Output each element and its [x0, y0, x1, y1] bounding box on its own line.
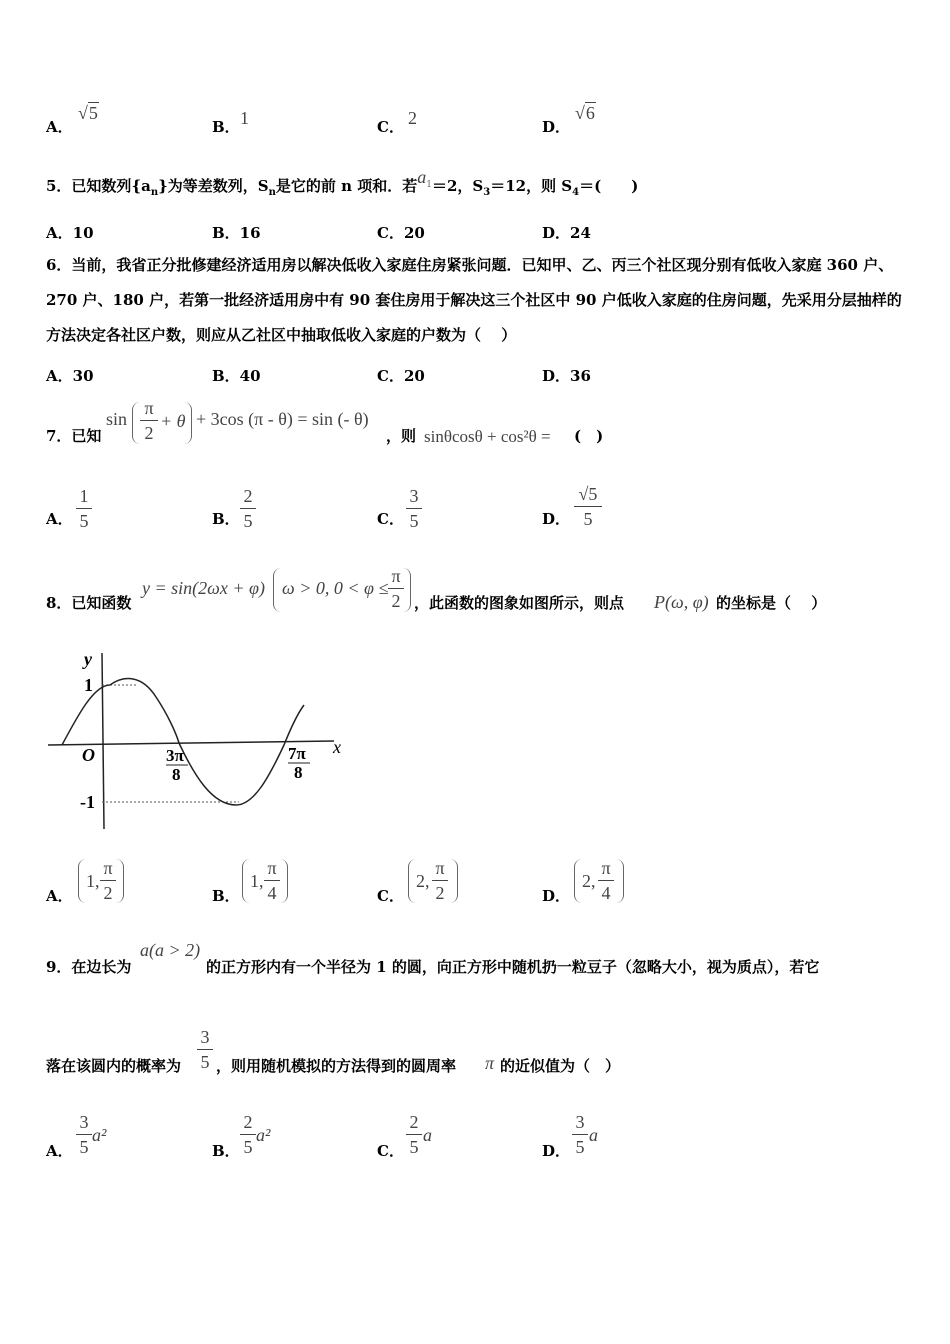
q5-option-c: C．20 [377, 224, 425, 242]
q8-option-a-first: 1, [86, 871, 100, 891]
q5-option-d: D．24 [542, 224, 591, 242]
q8-option-c-frac: π 2 [432, 858, 448, 903]
x-axis-label: x [333, 737, 341, 757]
q7-sin: sin [106, 409, 128, 429]
q4-option-a: A． [46, 118, 73, 136]
q7-option-a-frac: 1 5 [76, 486, 92, 531]
q9-option-c: C． [377, 1142, 404, 1160]
q8-option-d: D． [542, 887, 571, 905]
q8-sine-graph [44, 645, 354, 835]
q4-option-c: C． [377, 118, 404, 136]
q9-option-c-var: a [423, 1125, 432, 1145]
q9-side: a(a > 2) [140, 940, 201, 960]
q9-lead: 9．在边长为 [46, 958, 132, 976]
q9-option-d-var: a [589, 1125, 598, 1145]
q8-option-c: C． [377, 887, 404, 905]
q6-option-c: C．20 [377, 367, 425, 385]
q7-rhs-expr: sinθcosθ + cos²θ = [424, 427, 551, 446]
q7-option-d-frac: √5 5 [574, 484, 602, 529]
q7-option-c: C． [377, 510, 404, 528]
q8-tail: ，此函数的图象如图所示，则点 [414, 594, 625, 612]
q4-option-c-value: 2 [408, 108, 417, 128]
q9-option-d-frac: 3 5 [572, 1112, 588, 1157]
q7-lead: 7．已知 [46, 427, 102, 445]
q4-option-b: B． [212, 118, 240, 136]
q7-mid-expr: + 3cos (π - θ) = sin (- θ) [196, 409, 369, 429]
q8-option-d-frac: π 4 [598, 858, 614, 903]
q8-option-b: B． [212, 887, 240, 905]
q5-stem: 5．已知数列$\{a_n\}$为等差数列，$S_n$是它的前 n 项和．若$a_1=2$，$S_3=12$，则 $S_4=$( ) [46, 167, 639, 198]
q6-option-a: A．30 [46, 367, 94, 385]
q6-stem: 6．当前，我省正分批修建经济适用房以解决低收入家庭住房紧张问题．已知甲、乙、丙三个社区现分别有低收入家庭 360 户、270 户、180 户，若第一批经济适用房中有 90 套住房用于解决这三个社区中 90 户低收入家庭的住房问题，先采用分层抽样的方法决定各社区户数，则应从乙社区中抽取低收入家庭的户数为（ ） [46, 256, 902, 344]
q9-option-a-var: a² [92, 1125, 107, 1145]
origin-label: O [82, 745, 95, 765]
q9-option-c-frac: 2 5 [406, 1112, 422, 1157]
q6-option-b: B．40 [212, 367, 261, 385]
q7-frac: π 2 [140, 398, 158, 443]
q9-option-a-frac: 3 5 [76, 1112, 92, 1157]
q9-pi: π [485, 1053, 495, 1073]
q9-line2-end: 的近似值为（ ） [500, 1057, 621, 1075]
y-pos-label: 1 [84, 675, 93, 695]
q7-option-d: D． [542, 510, 571, 528]
q8-option-b-frac: π 4 [264, 858, 280, 903]
q9-line2-pre: 落在该圆内的概率为 [46, 1057, 182, 1075]
q5-option-b: B．16 [212, 224, 261, 242]
q8-option-a: A． [46, 887, 73, 905]
q8-point: P(ω, φ) [654, 592, 709, 612]
q9-option-b-var: a² [256, 1125, 271, 1145]
q7-option-a: A． [46, 510, 73, 528]
q9-option-a: A． [46, 1142, 73, 1160]
q9-mid: 的正方形内有一个半径为 1 的圆，向正方形中随机扔一粒豆子（忽略大小，视为质点），若它 [206, 958, 820, 976]
q9-line2-post: ，则用随机模拟的方法得到的圆周率 [216, 1057, 457, 1075]
q9-option-b: B． [212, 1142, 240, 1160]
q4-option-d: D． [542, 118, 571, 136]
q7-option-b-frac: 2 5 [240, 486, 256, 531]
q5-option-a: A．10 [46, 224, 94, 242]
q7-blank: ( ) [574, 427, 604, 445]
tick1-den: 8 [172, 765, 181, 784]
q7-option-b: B． [212, 510, 240, 528]
q7-option-c-frac: 3 5 [406, 486, 422, 531]
q8-option-a-frac: π 2 [100, 858, 116, 903]
q7-plus-theta: + θ [160, 411, 186, 431]
q4-option-d-value: √6 [575, 103, 595, 123]
tick2-den: 8 [294, 763, 303, 782]
q8-lead: 8．已知函数 [46, 594, 132, 612]
q4-option-b-value: 1 [240, 108, 249, 128]
q9-option-d: D． [542, 1142, 571, 1160]
q8-cond-frac: π 2 [388, 566, 404, 611]
y-axis-line [102, 653, 104, 829]
q8-option-d-first: 2, [582, 871, 596, 891]
tick2-num: 7π [288, 744, 306, 763]
q4-option-a-value: √5 [78, 103, 98, 123]
tick1-num: 3π [166, 746, 184, 765]
q8-func: y = sin(2ωx + φ) [142, 578, 265, 598]
q6-option-d: D．36 [542, 367, 591, 385]
q7-then: ，则 [386, 427, 417, 445]
q9-prob-frac: 3 5 [197, 1027, 213, 1072]
q8-cond: ω > 0, 0 < φ ≤ [282, 578, 389, 598]
q8-option-b-first: 1, [250, 871, 264, 891]
q9-option-b-frac: 2 5 [240, 1112, 256, 1157]
y-neg-label: -1 [80, 792, 95, 812]
q8-tail2: 的坐标是（ ） [716, 594, 827, 612]
q8-option-c-first: 2, [416, 871, 430, 891]
y-axis-label: y [84, 649, 92, 669]
